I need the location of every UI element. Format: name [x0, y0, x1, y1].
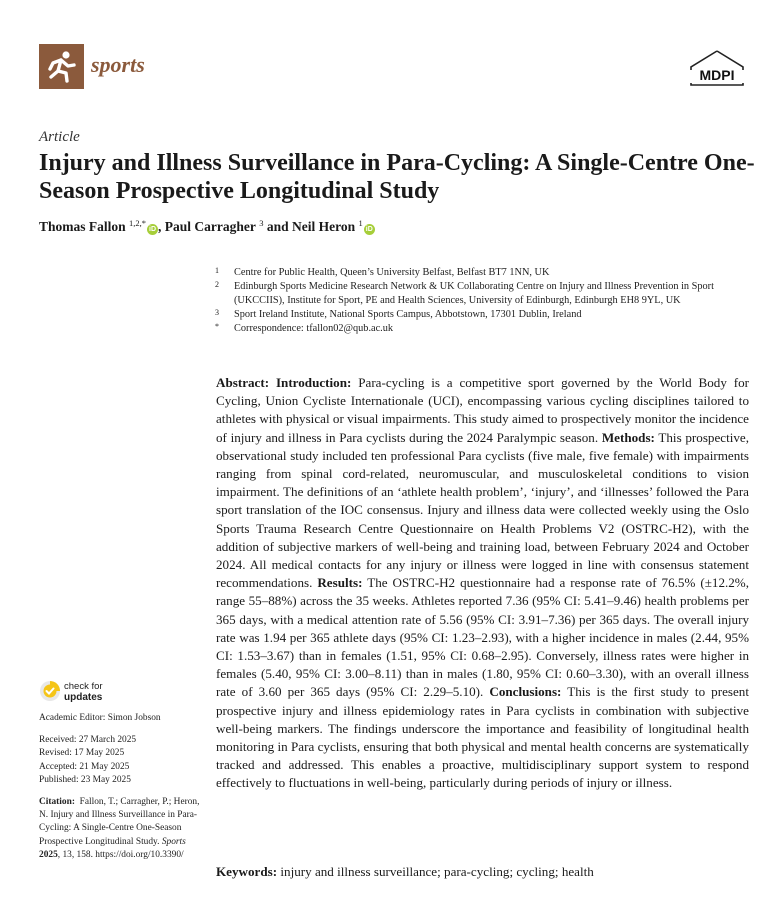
introduction-label: Introduction:	[275, 375, 352, 390]
affiliation-text: Sport Ireland Institute, National Sports Campus, Abbotstown, 17301 Dublin, Ireland	[234, 309, 582, 320]
journal-name: sports	[91, 52, 145, 77]
orcid-icon[interactable]: iD	[365, 226, 373, 233]
mdpi-icon	[688, 50, 746, 86]
publisher-logo	[688, 50, 746, 86]
abstract	[216, 374, 749, 793]
affiliation-item	[215, 266, 760, 280]
citation	[39, 796, 209, 862]
published-date: Published: 23 May 2025	[39, 774, 131, 785]
methods-text: This prospective, observational study included ten professional Para cyclists (five male, five female) with impairments ranging from spinal cord-related, neuromuscular, and musculoskeletal conditions to vision impairment. The definitions of an ‘athlete health problem’, ‘injury’, and ‘illnesses’ followed the Para sport translation of the IOC consensus. Injury and illness data were collected weekly using the Oslo Sports Trauma Research Centre Questionnaire on Health Problems V2 (OSTRC-H2), with the addition of subjective markers of well-being and training load, between February 2024 and October 2024. All medical contacts for any injury or illness were logged in line with consensus statement recommendations.	[216, 429, 749, 591]
affiliation-number: 3	[215, 308, 219, 317]
results-label: Results:	[317, 575, 363, 591]
author-name[interactable]: Paul Carragher	[164, 219, 256, 234]
author-name[interactable]: Neil Heron	[292, 219, 356, 234]
affiliation-item	[215, 280, 760, 308]
affiliation-text: Edinburgh Sports Medicine Research Network & UK Collaborating Centre on Injury and Illness Prevention in Sport (UKCCIIS), Institute for Sport, PE and Health Sciences, University of Edinburgh, Edinburgh EH8 9YL, UK	[234, 281, 714, 306]
author-affiliation-marker: 1,2,*	[129, 218, 147, 228]
citation-rest[interactable]: , 13, 158. https://doi.org/10.3390/	[57, 849, 184, 860]
revised-date: Revised: 17 May 2025	[39, 748, 125, 759]
academic-editor: Academic Editor: Simon Jobson	[39, 713, 161, 723]
author-separator: ,	[158, 219, 165, 234]
affiliation-text: Centre for Public Health, Queen’s University Belfast, Belfast BT7 1NN, UK	[234, 267, 550, 278]
affiliation-number: 1	[215, 266, 219, 275]
correspondence	[215, 322, 760, 336]
conclusions-text: This is the first study to present prospective injury and illness epidemiology rates in Para cyclists in combination with subjective well-being markers. The findings underscore the importance and feasibility of longitudinal health monitoring in Para cyclists, ensuring that both physical and mental health concerns are systematically tracked and addressed. This enables a proactive, multidisciplinary support system to respond effectively to fluctuations in well-being, particularly during periods of injury or illness.	[216, 684, 749, 791]
article-info-sidebar	[39, 712, 209, 862]
conclusions-label: Conclusions:	[489, 684, 562, 700]
affiliation-number: *	[215, 322, 219, 331]
orcid-icon[interactable]: iD	[149, 226, 157, 233]
article-type: Article	[39, 129, 80, 145]
author-name[interactable]: Thomas Fallon	[39, 219, 126, 234]
affiliation-number: 2	[215, 280, 219, 289]
author-list	[39, 218, 375, 235]
keywords-label: Keywords:	[216, 864, 278, 879]
received-date: Received: 27 March 2025	[39, 735, 137, 746]
publisher-name: MDPI	[699, 67, 735, 83]
author-affiliation-marker: 3	[259, 218, 264, 228]
author-affiliation-marker: 1	[358, 218, 363, 228]
results-text: The OSTRC-H2 questionnaire had a response rate of 76.5% (±12.2%, range 55–88%) across the 35 weeks. Athletes reported 7.36 (95% CI: 5.41–9.46) health problems per 365 days, with a medical attention rate of 5.56 (95% CI: 3.91–7.36) per 365 days. The overall injury rate was 1.94 per 365 athlete days (95% CI: 1.23–2.93), with a higher incidence in males (2.44, 95% CI: 1.53–3.67) than in females (1.51, 95% CI: 0.68–2.95). Conversely, illness rates were higher in females (5.40, 95% CI: 3.00–8.11) than in males (1.80, 95% CI: 0.60–3.30), with an overall illness rate of 3.60 per 365 days (95% CI: 2.29–5.10).	[216, 575, 749, 700]
citation-text: Fallon, T.; Carragher, P.; Heron, N. Injury and Illness Surveillance in Para-Cycling: A Single-Centre One-Season Prospective Longitudinal Study.	[39, 797, 200, 847]
introduction-text: Para-cycling is a competitive sport governed by the World Body for Cycling, Union Cycliste Internationale (UCI), encompassing various cycling disciplines tailored to athletes with physical or visual impairments. This study aimed to prospectively monitor the incidence of injury and illness in Para cyclists during the 2024 Paralympic season.	[216, 375, 749, 445]
affiliations	[215, 266, 760, 336]
citation-journal: Sports	[161, 836, 186, 847]
correspondence-text[interactable]: Correspondence: tfallon02@qub.ac.uk	[234, 323, 394, 334]
check-for-updates[interactable]	[64, 681, 103, 703]
citation-year: 2025	[39, 849, 58, 860]
abstract-label: Abstract:	[216, 375, 270, 390]
check-for-updates-icon[interactable]	[39, 680, 61, 702]
keywords	[216, 864, 749, 880]
journal-logo	[39, 44, 84, 89]
runner-icon	[39, 44, 84, 89]
citation-label: Citation:	[39, 797, 75, 808]
article-title: Injury and Illness Surveillance in Para-Cycling: A Single-Centre One-Season Prospective Longitudinal Study	[39, 150, 755, 204]
methods-label: Methods:	[601, 429, 655, 445]
keywords-text: injury and illness surveillance; para-cycling; cycling; health	[280, 864, 594, 879]
check-line1: check for	[64, 681, 103, 692]
author-separator: and	[263, 219, 293, 234]
accepted-date: Accepted: 21 May 2025	[39, 761, 130, 772]
affiliation-item	[215, 308, 760, 322]
check-line2: updates	[64, 692, 103, 703]
